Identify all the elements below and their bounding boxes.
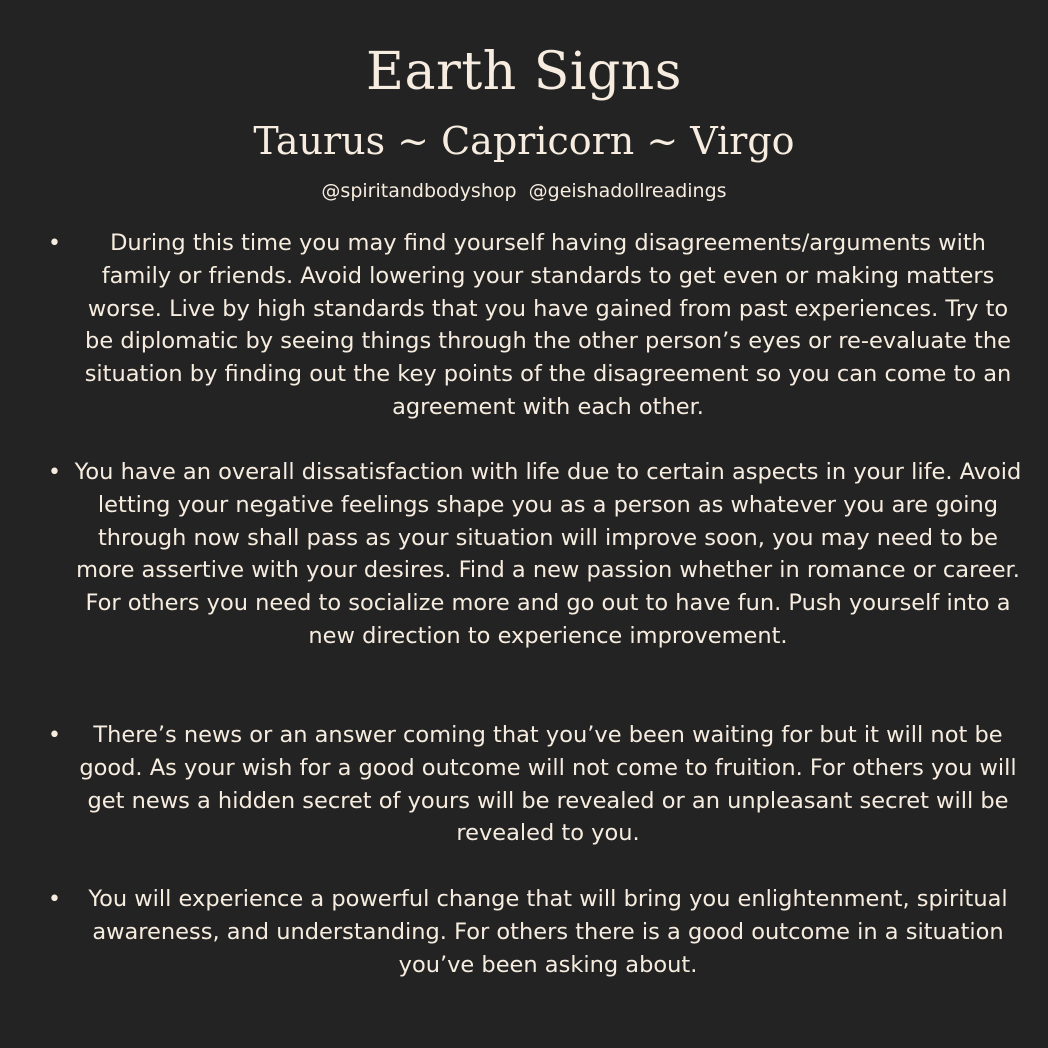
page-title: Earth Signs	[366, 42, 682, 102]
list-item-text: There’s news or an answer coming that you’ve been waiting for but it will not be good. As your wish for a good outcome will not come to fruition. For others you will get news a hidden secret of yours will be revealed or an unpleasant secret will be revealed to you.	[79, 722, 1017, 847]
list-item-text: You will experience a powerful change that will bring you enlightenment, spiritual awareness, and understanding. For others there is a good outcome in a situation you’ve been asking about.	[88, 886, 1008, 978]
bullet-icon: •	[48, 887, 61, 912]
signs-subtitle: Taurus ~ Capricorn ~ Virgo	[253, 119, 795, 163]
bullet-icon: •	[48, 723, 61, 748]
bullet-icon: •	[48, 460, 61, 485]
list-item-text: You have an overall dissatisfaction with life due to certain aspects in your life. Avoid letting your negative feelings shape you as a person as whatever you are going through now shall pass as your situation will improve soon, you may need to be more assertive with your desires. Find a new passion whether in romance or career. For others you need to socialize more and go out to have fun. Push yourself into a new direction to experience improvement.	[74, 459, 1022, 649]
list-item-text: During this time you may find yourself having disagreements/arguments with family or friends. Avoid lowering your standards to get even or making matters worse. Live by high standards that you have gained from past experiences. Try to be diplomatic by seeing things through the other person’s eyes or re-evaluate the situation by finding out the key points of the disagreement so you can come to an agreement with each other.	[84, 230, 1012, 420]
social-handles: @spiritandbodyshop @geishadollreadings	[321, 180, 727, 202]
bullet-icon: •	[48, 231, 61, 256]
